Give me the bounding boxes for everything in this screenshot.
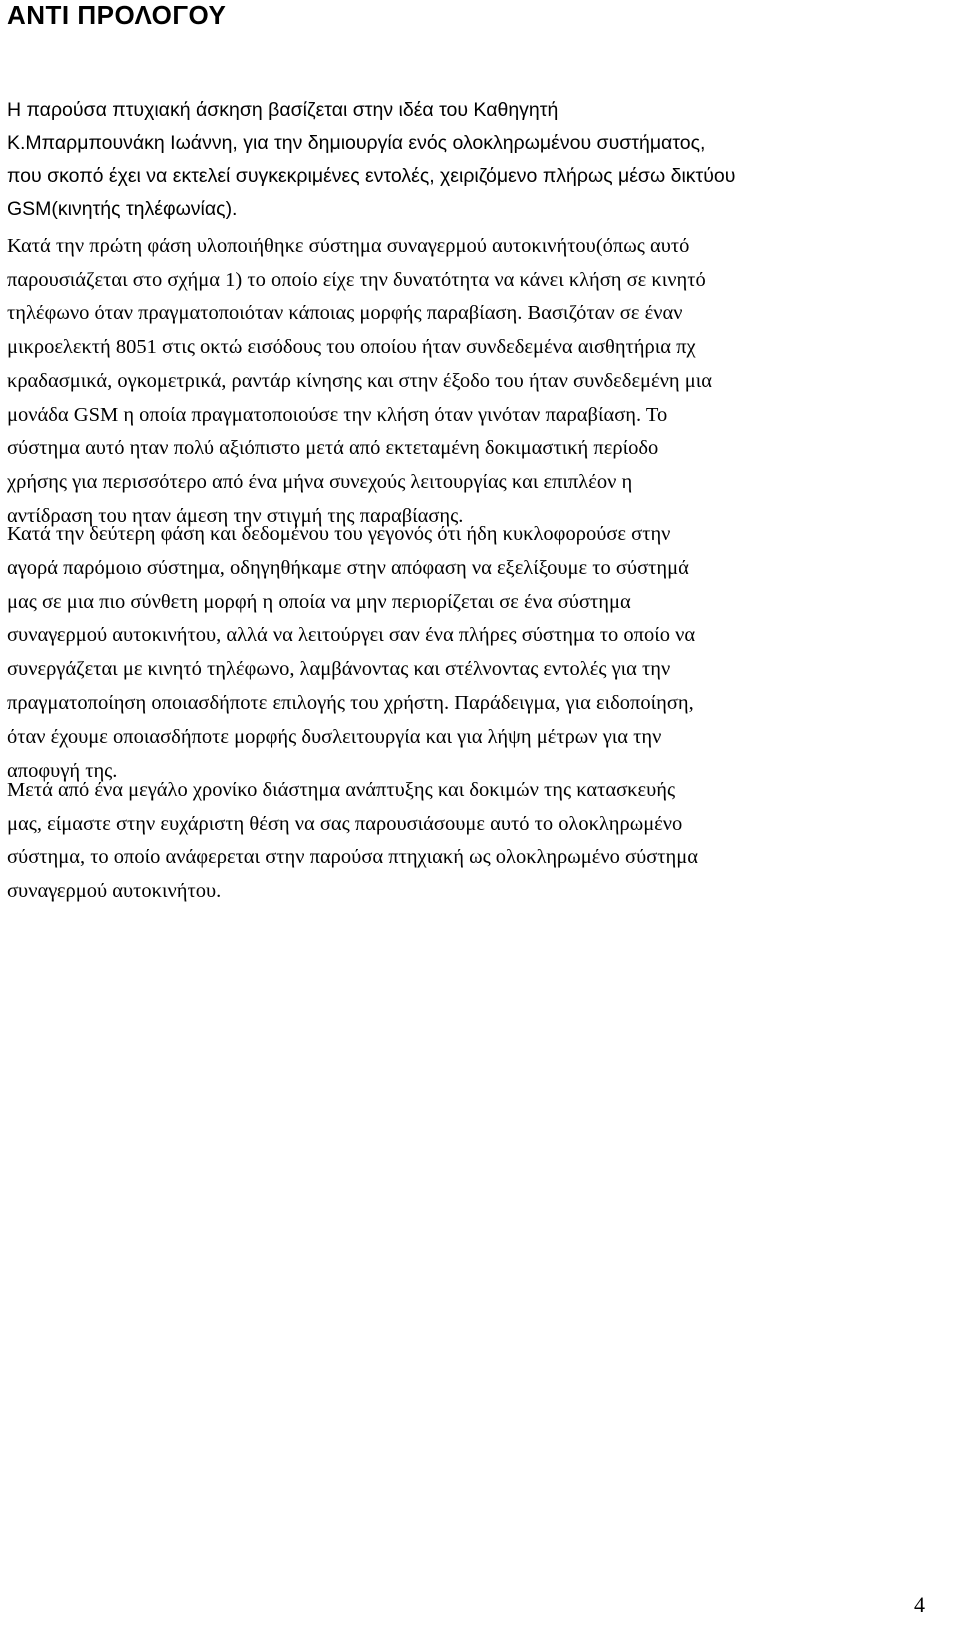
paragraph-first-phase: Κατά την πρώτη φάση υλοποιήθηκε σύστημα συναγερμού αυτοκινήτου(όπως αυτό παρουσιάζεται στο σχήμα 1) το οποίο είχε την δυνατότητα να κάνει κλήση σε κινητό τηλέφωνο όταν πραγματοποιόταν κάποιας μορφής παραβίαση. Βασιζόταν σε έναν μικροελεκτή 8051 στις οκτώ εισόδους του οποίου ήταν συνδεδεμένα αισθητήρια πχ κραδασμικά, ογκομετρικά, ραντάρ κίνησης και στην έξοδο του ήταν συνδεδεμένη μια μονάδα GSM η οποία πραγματοποιούσε την κλήση όταν γινόταν παραβίαση. Το σύστημα αυτό ηταν πολύ αξιόπιστο μετά από εκτεταμένη δοκιμαστική περίοδο χρήσης για περισσότερο από ένα μήνα συνεχούς λειτουργίας και επιπλέον η αντίδραση του ηταν άμεση την στιγμή της παραβίασης. [7, 235, 713, 527]
paragraph-second-phase: Κατά την δεύτερη φάση και δεδομένου του γεγονός ότι ήδη κυκλοφορούσε στην αγορά παρόμοιο σύστημα, οδηγηθήκαμε στην απόφαση να εξελίξουμε το σύστημά μας σε μια πιο σύνθετη μορφή η οποία να μην περιορίζεται σε ένα σύστημα συναγερμού αυτοκινήτου, αλλά να λειτούργει σαν ένα πλήρες σύστημα το οποίο να συνεργάζεται με κινητό τηλέφωνο, λαμβάνοντας και στέλνοντας εντολές για την πραγματοποίηση οποιασδήποτε επιλογής του χρήστη. Παράδειγμα, για ειδοποίηση, όταν έχουμε οποιασδήποτε μορφής δυσλειτουργία και για λήψη μέτρων για την αποφυγή της. [7, 523, 696, 782]
paragraph-intro: Η παρούσα πτυχιακή άσκηση βασίζεται στην ιδέα του Καθηγητή Κ.Μπαρμπουνάκη Ιωάννη, για την δημιουργία ενός ολοκληρωμένου συστήματος, που σκοπό έχει να εκτελεί συγκεκριμένες εντολές, χειριζόμενο πλήρως μέσω δικτύου GSM(κινητής τηλέφωνίας). [7, 99, 736, 220]
paragraph-conclusion: Μετά από ένα μεγάλο χρονίκο διάστημα ανάπτυξης και δοκιμών της κατασκευής μας, είμαστε στην ευχάριστη θέση να σας παρουσιάσουμε αυτό το ολοκληρωμένο σύστημα, το οποίο ανάφερεται στην παρούσα πτηχιακή ως ολοκληρωμένο σύστημα συναγερμού αυτοκινήτου. [7, 779, 698, 902]
page-number: 4 [914, 1592, 925, 1617]
page-title: ΑΝΤΙ ΠΡΟΛΟΓΟΥ [7, 0, 227, 30]
